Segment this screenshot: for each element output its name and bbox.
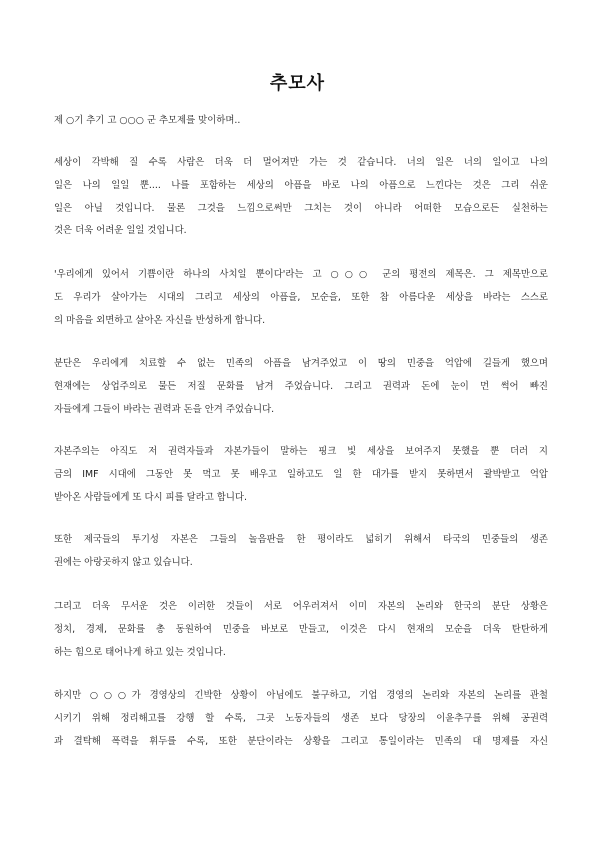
paragraph-4 — [54, 441, 548, 509]
paragraph-line: 또한 제국들의 투기성 자본은 그들의 놀음판을 한 평이라도 넓히기 위해서 타국의 민중들의 생존 — [54, 534, 548, 545]
paragraph-line: 분단은 우리에게 치료할 수 없는 민족의 아픔을 남겨주었고 이 땅의 민중을 억압에 길들게 했으며 — [54, 358, 548, 369]
paragraph-line: 과 결탁해 폭력을 휘두를 수록, 또한 분단이라는 상황을 그리고 통일이라는 민족의 대 명제를 자신 — [54, 735, 548, 747]
paragraph-line: 일은 나의 일일 뿐.... 나를 포함하는 세상의 아픔을 바로 나의 아픔으로 느낀다는 것은 그리 쉬운 — [54, 179, 548, 191]
paragraph-2 — [54, 264, 548, 332]
paragraph-line: 하는 힘으로 태어나게 하고 있는 것입니다. — [54, 646, 226, 658]
paragraph-line: 하지만 ○○○가 경영상의 긴박한 상황이 아님에도 불구하고, 기업 경영의 논리와 자본의 논리를 관철 — [54, 690, 548, 701]
paragraph-line: 일은 아닐 것입니다. 물론 그것을 느낌으로써만 그치는 것이 아니라 어떠한 모습으로든 실천하는 — [54, 202, 548, 214]
paragraph-line: 세상이 각박해 질 수록 사람은 더욱 더 멀어져만 가는 것 같습니다. 너의 일은 너의 일이고 나의 — [54, 157, 548, 168]
paragraph-1 — [54, 152, 548, 243]
paragraph-line: 그리고 더욱 무서운 것은 이러한 것들이 서로 어우러져서 이미 자본의 논리와 한국의 분단 상황은 — [54, 601, 548, 612]
paragraph-line: 의 마음을 외면하고 살아온 자신을 반성하게 합니다. — [54, 314, 266, 326]
document-intro: 제 ○기 추기 고 ○○○ 군 추모제를 맞이하며.. — [54, 115, 241, 126]
paragraph-line: 도 우리가 살아가는 시대의 그리고 세상의 아픔을, 모순을, 또한 참 아름다운 세상을 바라는 스스로 — [54, 291, 548, 303]
document-title: 추모사 — [269, 73, 326, 94]
paragraph-line: 받아온 사람들에게 또 다시 피를 달라고 합니다. — [54, 491, 247, 503]
paragraph-line: 정치, 경제, 문화를 총 동원하여 민중을 바보로 만들고, 이것은 다시 현재의 모순을 더욱 탄탄하게 — [54, 623, 548, 635]
paragraph-line: 시키기 위해 정리해고를 강행 할 수록, 그곳 노동자들의 생존 보다 당장의 이윤추구를 위해 공권력 — [54, 712, 548, 724]
paragraph-3 — [54, 353, 548, 421]
paragraph-6 — [54, 596, 548, 664]
paragraph-5 — [54, 529, 548, 575]
paragraph-line: 자본주의는 아직도 저 권력자들과 자본가들이 말하는 핑크 빛 세상을 보여주지 못했을 뿐 더러 지 — [54, 446, 548, 457]
paragraph-line: 자들에게 그들이 바라는 권력과 돈을 안겨 주었습니다. — [54, 403, 275, 415]
paragraph-7 — [54, 685, 548, 753]
paragraph-line: 것은 더욱 어려운 일일 것입니다. — [54, 225, 187, 237]
paragraph-line: 현재에는 상업주의로 물든 저질 문화를 남겨 주었습니다. 그리고 권력과 돈에 눈이 먼 썩어 빠진 — [54, 380, 548, 392]
paragraph-line: 권에는 아랑곳하지 않고 있습니다. — [54, 556, 193, 568]
paragraph-line: 금의 IMF 시대에 그동안 못 먹고 못 배우고 일하고도 일 한 대가를 받지 못하면서 괄박받고 억압 — [54, 468, 548, 480]
paragraph-line: '우리에게 있어서 기쁨이란 하나의 사치일 뿐이다'라는 고 ○○○ 군의 평전의 제목은. 그 제목만으로 — [54, 269, 548, 280]
